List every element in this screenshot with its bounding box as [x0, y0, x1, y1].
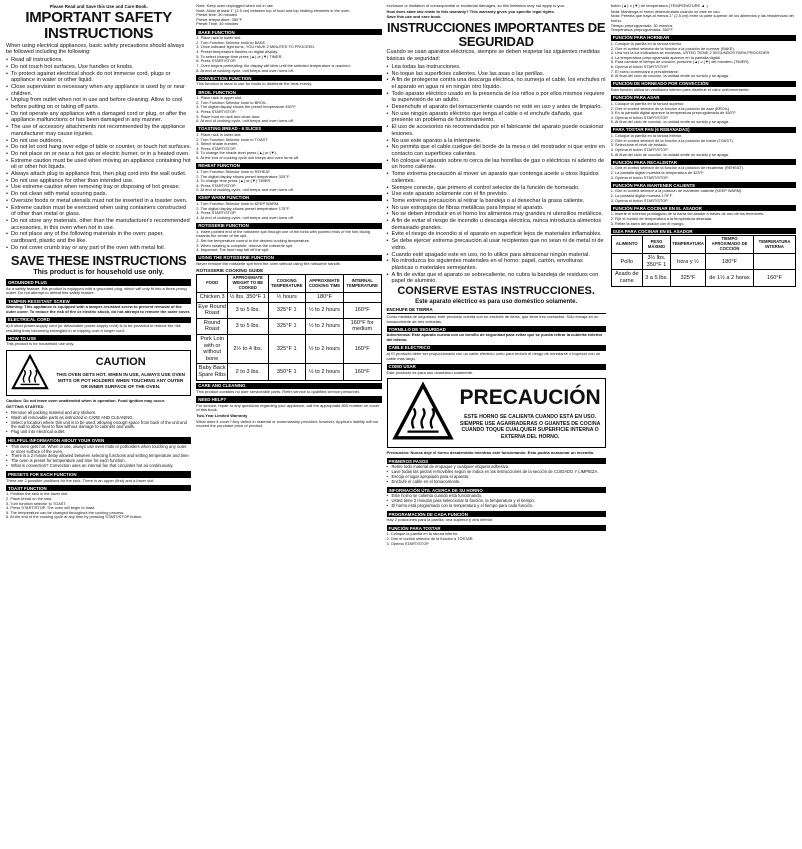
hornear-step: 1. Coloque la parrilla en la ranura inferior.	[610, 40, 683, 46]
reheat-heading: REHEAT FUNCTION	[196, 163, 381, 169]
mantener-step: 1. Gire el control selector a la posición de mantener caliente (KEEP WARM).	[610, 188, 743, 194]
spanish-safety-item: • Se debe ejercer extrema precaución al usar recipientes que no sean ni de metal ni de vidrio.	[387, 238, 606, 251]
primeros-item: • Enchufe el cable en el tomacorriente.	[387, 480, 606, 485]
note-item: Preset Time: 30 minutes	[196, 21, 239, 27]
table-row	[197, 292, 381, 302]
broil-steps	[196, 96, 381, 124]
asador-step: 1. Inserte el extremo puntiagudo de la barra del asador a través de uno de los tenedores.	[610, 211, 765, 217]
using-rotisserie-heading: USING THE ROTISSERIE FUNCTION	[196, 255, 381, 261]
safety-list	[6, 57, 191, 251]
tostar-pan-steps	[611, 134, 796, 157]
table-cell: 160°F	[754, 270, 796, 286]
table-cell	[343, 292, 381, 302]
cord-text: a) A short power-supply cord (or detachable power-supply cord) is to be provided to reduce the risk resulting from becoming entangled in or tripping over a longer cord.	[6, 322, 181, 333]
note-item-es: Tiempo preprogramado: 30 minutos	[610, 22, 673, 28]
spanish-safety-item: • Cuando esté apagado este en uso, no lo utilice para almacenar ningún material.	[387, 252, 606, 259]
recalentar-heading: FUNCIÓN PARA RECALENTAR	[611, 159, 796, 165]
table-cell: 325°F 1	[268, 302, 305, 318]
reheat-step: 5. At end of cooking cycle, unit beeps and oven turns off.	[196, 187, 294, 193]
rotisserie-step: 3. When roasting is complete, remove the rotisserie spit.	[196, 242, 294, 248]
spanish-safety-item: • No introduzca los siguientes materiales en el horno: papel, cartón, envolturas plásticas o materiales semejantes.	[387, 258, 606, 271]
hornear-step: 6. Oprima el botón START/STOP.	[610, 64, 669, 69]
table-cell: Pork Loin with or without bone	[197, 334, 228, 363]
table-cell: ½ hours	[268, 292, 305, 302]
presets-heading: PRESETS FOR EACH FUNCTION	[6, 471, 191, 477]
spanish-safety-item: • El uso de accesorios no recomendados por el fabricante del aparato puede ocasionar lesiones.	[387, 124, 606, 137]
toast-step: 6. At the end of the cooking cycle at any time by pressing START/STOP button.	[6, 514, 143, 520]
conserve-subtitle: Este aparato eléctrico es para uso doméstico solamente.	[415, 298, 578, 305]
recalentar-step: 1. Gire el control selector de la función a la posición de recalentar (REHEAT).	[610, 165, 744, 171]
table-header: APPROXIMATE COOKING TIME	[306, 275, 344, 293]
note-item-es: Nota: Mantenga el horno desenchufado cuando no esté en uso.	[610, 8, 721, 14]
tamper-text: Warning: This appliance is equipped with a tamper-resistant screw to prevent removal of the outer cover. To reduce the risk of fire or electric shock, do not attempt to remove the outer cover.	[6, 304, 191, 314]
bake-step: 6. Press START/STOP.	[196, 58, 237, 64]
how-heading: HOW TO USE	[6, 335, 191, 341]
convection-heading: CONVECTION FUNCTION	[196, 75, 381, 81]
care-text: This product contains no user serviceable parts. Refer service to qualified service personnel.	[196, 388, 360, 394]
table-cell: ½ to 2 hours	[306, 334, 344, 363]
hornear-step: 5. Para cambiar el tiempo de cocción, presione (▲) o (▼) del minutero (TIMER).	[610, 59, 750, 65]
table-cell: 325°F 1	[268, 318, 305, 334]
table-cell: 2 to 3 lbs.	[228, 364, 268, 380]
warranty-text: What does it cover? Any defect in material or workmanship provided; however, Applica's liability will not exceed the purchase price of product.	[196, 418, 379, 429]
caution-title: CAUTION	[95, 356, 146, 369]
spanish-safety-item: • No permita que el cable cuelgue del borde de la mesa o del mostrador ni que entre en contacto con superficies calientes.	[387, 144, 606, 157]
cord-heading: ELECTRICAL CORD	[6, 317, 191, 323]
asar-step: 2. Gire el control selector de la función a la posición de asar (BROIL).	[610, 105, 731, 111]
table-header: PESO MÁXIMO	[642, 236, 670, 254]
caution-box	[6, 350, 191, 396]
need-help-text: For service, repair or any questions regarding your appliance, call the appropriate 800 number on cover of this book.	[196, 402, 380, 413]
getting-started-item: • Plug unit into electrical outlet.	[6, 430, 191, 435]
toast-step: 2. Place bread on the rack.	[6, 496, 53, 502]
table-cell: 160°F	[343, 364, 381, 380]
broil-step: 5. Place food on rack and close door.	[196, 113, 261, 119]
safety-item: • Do not use outdoors.	[6, 138, 191, 145]
toasting-steps	[196, 133, 381, 161]
using-rotisserie-text: Never remove the rotisserie spit from the oven without using the rotisserie handle.	[196, 260, 342, 266]
table-cell: ½ to 2 hours	[306, 364, 344, 380]
table-cell: 180°F	[705, 254, 753, 270]
getting-started-item: • Wash all removable parts as instructed in CARE AND CLEANING.	[6, 416, 191, 421]
guia-heading: GUÍA PARA COCINAR EN EL ASADOR	[611, 228, 796, 234]
care-heading: CARE AND CLEANING	[196, 383, 381, 389]
how-text: This product is for household use only.	[6, 341, 75, 347]
spanish-safety-item: • Use este aparato solamente con el fin previsto.	[387, 191, 606, 198]
spanish-safety-item: • No use estropajos de fibras metálicas para limpiar el aparato.	[387, 205, 606, 212]
safety-item: • Extreme caution must be used when moving an appliance containing hot oil or other hot liquids.	[6, 158, 191, 171]
toasting-heading: TOASTING BREAD - 6 SLICES	[196, 126, 381, 132]
spanish-safety-title: INSTRUCCIONES IMPORTANTES DE SEGURIDAD	[387, 20, 606, 49]
getting-started-list	[6, 411, 191, 436]
helpful-heading: HELPFUL INFORMATION ABOUT YOUR OVEN	[6, 437, 191, 443]
rotisserie-step: 1. Insert pointed end of the rotisserie spit through one of the forks with pointed ends of the fork facing towards the center of the spit.	[196, 228, 370, 239]
caution-message: THIS OVEN GETS HOT. WHEN IN USE, ALWAYS USE OVEN MITTS OR POT HOLDERS WHEN TOUCHING ANY OUTER OR INNER SURFACE OF THE OVEN.	[56, 372, 185, 390]
table-cell: 160°F	[343, 334, 381, 363]
conveccion-text: Esta función utiliza un ventilador interno para distribuir el calor uniformemente.	[610, 87, 750, 93]
info-list	[387, 494, 606, 509]
asador-step: 2. Fije el control de temperatura a la temperatura deseada.	[610, 216, 713, 222]
safety-item: • Do not cover crumb tray or any part of the oven with metal foil.	[6, 245, 191, 252]
table-header: COOKING TEMPERATURE	[268, 275, 305, 293]
spanish-safety-item: • A fin de evitar el riesgo de incendio u descarga eléctrica, nunca introduzca alimentos demasiado grandes.	[387, 218, 606, 231]
spanish-safety-item: • Evite el riesgo de incendio si el aparato en superficie lejos de materiales inflamables.	[387, 231, 606, 238]
hot-surface-warning-icon	[11, 354, 49, 392]
reheat-steps	[196, 170, 381, 193]
hornear-step: 2. Gire el control selector de la función a la posición de hornear (BAKE).	[610, 45, 735, 51]
primeros-heading: PRIMEROS PASOS	[387, 458, 606, 464]
hornear-step: 8. Al final del ciclo de cocción, la unidad emite un sonido y se apaga.	[610, 73, 730, 79]
toasting-step: 2. Turn Function Selector knob to TOAST.	[196, 136, 269, 142]
primeros-item: • Escoja el lugar apropiado para el aparato.	[387, 475, 606, 480]
table-row	[197, 364, 381, 380]
safety-item: • Do not place any of the following materials in the oven: paper, cardboard, plastic and the like.	[6, 231, 191, 244]
warranty-heading: Two-Year Limited Warranty	[196, 413, 248, 419]
table-row	[611, 270, 795, 286]
precaucion-title: PRECAUCIÓN	[459, 386, 601, 410]
asar-step: 1. Coloque la parrilla en la ranura superior.	[610, 100, 685, 106]
spanish-safety-item: • Desenchufe el aparato del tomacorriente cuando no esté en uso y antes de limpiarlo.	[387, 104, 606, 111]
column-english-1	[6, 4, 191, 845]
getting-started-item: • Remove all packing material and any stickers.	[6, 411, 191, 416]
table-cell: Baby Back Spare Ribs	[197, 364, 228, 380]
bake-steps	[196, 36, 381, 73]
state-law: How does state law relate to this warranty? This warranty gives you specific legal rights.	[386, 8, 555, 14]
bake-heading: BAKE FUNCTION	[196, 29, 381, 35]
toasting-step: 1. Place rack in lower slot.	[196, 132, 242, 138]
table-cell: 160°F	[343, 302, 381, 318]
save-title: SAVE THESE INSTRUCTIONS	[10, 253, 187, 269]
precaucion-box	[387, 378, 606, 448]
toast-step: 4. Press START/STOP. The oven will begin to toast.	[6, 505, 96, 511]
helpful-item: • The oven is preset for temperature and time for each function.	[6, 459, 191, 464]
toasting-step: 4. Press START/STOP.	[196, 145, 237, 151]
rotisserie-step: 4. Important: The food may fall off the spit.	[196, 247, 270, 253]
safety-item: • Do not touch hot surfaces. Use handles or knobs.	[6, 64, 191, 71]
mantener-heading: FUNCIÓN PARA MANTENER CALIENTE	[611, 182, 796, 188]
spanish-safety-item: • Lea todas las instrucciones.	[387, 64, 606, 71]
precaucion-body: Precaución: Nunca deje el horno desatendido mientras esté funcionando. Esto podría ocasionar un incendio.	[386, 450, 595, 456]
hornear-heading: FUNCIÓN PARA HORNEAR	[611, 35, 796, 41]
table-header: INTERNAL TEMPERATURE	[343, 275, 381, 293]
hornear-step: 7. El horno comenzará a precalentarse.	[610, 68, 679, 74]
helpful-item: • This oven gets hot. When in use, always use oven mitts or potholders when touching any outer or inner surface of the oven.	[6, 445, 191, 455]
safety-item: • Use extreme caution when removing tray or disposing of hot grease.	[6, 184, 191, 191]
asador-step: 3. Retire la barra del asador con el mango.	[610, 220, 685, 226]
func-text: Hay 2 posiciones para la parrilla: una superior y otra inferior.	[386, 517, 494, 523]
spanish-safety-item: • Todo aparato eléctrico usado en la presencia de los niños o por ellos mismos requiere la supervisión de un adulto.	[387, 91, 606, 104]
table-cell: ½ to 2 hours	[306, 318, 344, 334]
table-cell: Asado de carne	[611, 270, 642, 286]
mantener-step: 2. La pantalla digital muestra 175°F.	[610, 193, 673, 199]
hornear-step: 4. La temperatura preprogramada aparece en la pantalla digital.	[610, 54, 721, 60]
note-item-es: Nota: Permita que haya al menos 1" (2.5 cm) entre la parte superior de los alimentos y las resistencias del horno.	[610, 13, 794, 23]
cable-text: a) El producto debe ser proporcionado con un cable eléctrico corto para reducir el riesgo de enredarse o tropezar con un cable más largo.	[386, 351, 601, 361]
helpful-list	[6, 445, 191, 470]
table-header: FOOD	[197, 275, 228, 293]
toasting-step: 3. Select shade number.	[196, 141, 239, 147]
table-header: TEMPERATURA	[671, 236, 706, 254]
note-item: Note: Keep oven unplugged when not in use.	[196, 3, 274, 8]
column-english-2	[196, 4, 381, 845]
tostar-pan-step: 4. Oprima el botón START/STOP.	[610, 146, 669, 152]
safety-item: • Do not use appliance for other than intended use.	[6, 178, 191, 185]
column-spanish-1	[387, 4, 606, 845]
caution-body: Caution: Do not leave oven unattended when in operation. Food ignition may occur.	[6, 398, 166, 404]
primeros-list	[387, 465, 606, 485]
table-cell: 325°F 1	[268, 334, 305, 363]
safety-title: IMPORTANT SAFETY INSTRUCTIONS	[25, 9, 172, 42]
table-cell: 2½ to 4 lbs.	[228, 334, 268, 363]
notes-list-es	[611, 10, 796, 33]
notes-list	[196, 4, 381, 27]
table-cell: 325°F	[671, 270, 706, 286]
tostar-pan-step: 1. Coloque la parrilla en la ranura inferior.	[610, 133, 683, 139]
toast-step: 3. Turn function selector to TOAST.	[6, 500, 67, 506]
table-cell: Chicken 3	[197, 292, 228, 302]
bake-step: 2. Turn Function Selector knob to BAKE.	[196, 39, 267, 45]
table-cell: ½ lbs. 350°F 1	[228, 292, 268, 302]
broil-heading: BROIL FUNCTION	[196, 89, 381, 95]
helpful-item: • There is a 2 minute delay allowed between selecting functions and setting temperature and time.	[6, 454, 191, 459]
keep-warm-step: 4. At end of cooking cycle, unit beeps and oven turns off.	[196, 214, 294, 220]
table-header: TIEMPO APROXIMADO DE COCCIÓN	[705, 236, 753, 254]
spanish-safety-item: • Tome extrema precaución al retirar la bandeja o al desechar la grasa caliente.	[387, 198, 606, 205]
toasting-step: 5. To change the shade level press (▲) or (▼).	[196, 150, 277, 156]
grounded-heading: GROUNDED PLUG	[6, 279, 191, 285]
safety-item: • Extreme caution must be exercised when using containers constructed of other than metal or glass.	[6, 205, 191, 218]
bake-step: 7. Oven begins preheating; the display will blink until the selected temperature is reached.	[196, 62, 351, 68]
table-header: TEMPERATURA INTERNA	[754, 236, 796, 254]
tamper-heading: TAMPER-RESISTANT SCREW	[6, 298, 191, 304]
helpful-item: • What is convection? Convection uses an internal fan that circulates hot air continuously.	[6, 464, 191, 469]
getting-started-heading: GETTING STARTED	[6, 403, 44, 409]
reheat-step: 1. Turn Function Selector knob to REHEAT.	[196, 168, 271, 174]
getting-started-item: • Select a location where this unit is to be used, allowing enough space from back of the unit and the wall to allow heat to flow without damage to cabinets and walls.	[6, 421, 191, 431]
bake-step: 4. Preset temperature flashes on digital display.	[196, 49, 278, 55]
table-cell: 3 to 5 lbs.	[228, 302, 268, 318]
table-cell: Pollo	[611, 254, 642, 270]
toast-step: 1. Position the rack in the lower slot.	[6, 491, 69, 497]
safety-item: • Close supervision is necessary when any appliance is used by or near children.	[6, 84, 191, 97]
recalentar-steps	[611, 166, 796, 180]
keep-warm-step: 3. Press START/STOP.	[196, 210, 237, 216]
spanish-safety-item: • No use ningún aparato eléctrico que tenga el cable o el enchufe dañado, que presente un problema de funcionamiento.	[387, 111, 606, 124]
tostar-heading: FUNCIÓN PARA TOSTAR	[387, 525, 606, 531]
precaucion-message: ESTE HORNO SE CALIENTA CUANDO ESTÁ EN USO. SIEMPRE USE AGARRADERAS O GUANTES DE COCINA CUANDO TOQUE CUALQUIER SUPERFICIE INTERNA O EXTERNA DEL HORNO.	[459, 413, 601, 441]
asar-heading: FUNCIÓN PARA ASAR	[611, 95, 796, 101]
safety-item: • Unplug from outlet when not in use and before cleaning. Allow to cool before putting on or taking off parts.	[6, 97, 191, 110]
bake-step: 8. At end of cooking cycle, unit beeps and oven turns off.	[196, 67, 294, 73]
rotisserie-steps	[196, 230, 381, 253]
recalentar-step: 3. Oprima el botón START/STOP.	[610, 174, 669, 180]
bake-step: 5. To select change time press (▲) or (▼) TIMER.	[196, 53, 283, 59]
table-cell: de 1½ a 2 horas	[705, 270, 753, 286]
cable-heading: CABLE ELÉCTRICO	[387, 345, 606, 351]
spanish-safety-item: • No se deben introducir en el horno los alimentos muy grandes ni utensilios metálicos.	[387, 211, 606, 218]
spanish-safety-item: • Tome extrema precaución al mover un aparato que contenga aceite u otros líquidos calientes.	[387, 171, 606, 184]
table-cell: 3½ lbs. 350°F 1	[642, 254, 670, 270]
warranty-intro: exclusion or limitation of consequential or incidental damages, so this limitation may not apply to you.	[386, 3, 566, 8]
table-cell	[754, 254, 796, 270]
asador-steps	[611, 212, 796, 226]
spanish-safety-list	[387, 64, 606, 285]
reheat-step: 2. The digital display shows preset temperature 325°F.	[196, 173, 290, 179]
hot-surface-warning-icon	[392, 382, 454, 444]
mantener-step: 3. Oprima el botón START/STOP.	[610, 197, 669, 203]
tostar-pan-step: 3. Seleccione el nivel de tostado.	[610, 142, 668, 148]
func-heading: PROGRAMACIÓN DE CADA FUNCIÓN	[387, 511, 606, 517]
hornear-steps	[611, 42, 796, 79]
info-item: • Usted tiene 2 minutos para seleccionar la función, la temperatura y el tiempo.	[387, 499, 606, 504]
reheat-step: 4. Press START/STOP.	[196, 182, 237, 188]
tostar-step: 3. Oprima START/STOP.	[386, 540, 430, 546]
toast-heading: TOAST FUNCTION	[6, 485, 191, 491]
como-usar-heading: COMO USAR	[387, 364, 606, 370]
recalentar-step: 2. La pantalla digital muestra la temperatura de 325°F.	[610, 170, 705, 175]
safety-item: • The use of accessory attachments not recommended by the appliance manufacturer may cause injuries.	[6, 124, 191, 137]
broil-step: 4. Press START/STOP.	[196, 109, 237, 115]
table-cell: Round Roast	[197, 318, 228, 334]
note-item: Preset temperature: 350°F	[196, 16, 243, 22]
info-item: • El horno está programado con la temperatura y el tiempo para cada función.	[387, 504, 606, 509]
table-row	[197, 318, 381, 334]
keep-warm-step: 2. The digital display shows preset temperature 175°F.	[196, 205, 290, 211]
asador-heading: FUNCIÓN PARA COCINAR EN EL ASADOR	[611, 205, 796, 211]
tornillo-heading: TORNILLO DE SEGURIDAD	[387, 326, 606, 332]
safety-item: • Do not place on or near a hot gas or electric burner, or in a heated oven.	[6, 151, 191, 158]
toasting-step: 6. At the end of cooking cycle unit beeps and oven turns off.	[196, 155, 300, 161]
keep-warm-steps	[196, 202, 381, 220]
primeros-item: • Retire todo material de empaque y cualquier etiqueta adhesiva.	[387, 465, 606, 470]
reheat-step: 3. To change time press (▲) or (▼) TIMER.	[196, 178, 272, 184]
rotisserie-step: 2. Set the temperature control to the desired cooking temperature.	[196, 237, 311, 243]
como-usar-text: Este producto es para uso doméstico solamente.	[386, 369, 474, 375]
top-note: Please Read and Save this Use and Care Book.	[49, 4, 148, 9]
bake-step: 1. Place rack in lower slot.	[196, 35, 242, 41]
spanish-safety-item: • No coloque el aparato sobre ni cerca de las hornillas de gas o eléctricas ni adentro de un horno caliente.	[387, 158, 606, 171]
keep-warm-step: 1. Turn Function Selector knob to KEEP WARM.	[196, 201, 280, 207]
table-cell: 180°F	[306, 292, 344, 302]
rotisserie-table	[196, 274, 381, 380]
enchufe-heading: ENCHUFE DE TIERRA	[387, 307, 606, 314]
need-help-heading: NEED HELP?	[196, 396, 381, 402]
table-cell: 160°F for medium	[343, 318, 381, 334]
safety-item: • Do not clean with metal scouring pads.	[6, 191, 191, 198]
rotisserie-guide-title: ROTISSERIE COOKING GUIDE	[196, 267, 264, 273]
save-subtitle: This product is for household use only.	[33, 269, 164, 277]
safety-item: • Always attach plug to appliance first, then plug cord into the wall outlet.	[6, 171, 191, 178]
table-cell: 3 a 5 lbs.	[642, 270, 670, 286]
tostar-step: 1. Coloque la parrilla en la ranura inferior.	[386, 531, 458, 537]
toast-step: 5. The temperature can be changed throughout the cooking process.	[6, 509, 125, 515]
safety-item: • Do not store any materials, other than the manufacturer's recommended accessories, in this oven when not in use.	[6, 218, 191, 231]
note-item: Note: Allow at least 1" (2.5 cm) between top of food and top heating elements in the oven.	[196, 7, 351, 13]
broil-step: 2. Turn Function Selector knob to BROIL.	[196, 99, 268, 105]
tostar-steps	[387, 532, 606, 546]
info-heading: INFORMACIÓN ÚTIL ACERCA DE SU HORNO	[387, 487, 606, 493]
tostar-pan-step: 5. Al final del ciclo de cocción, la unidad emite un sonido y se apaga.	[610, 151, 730, 157]
conveccion-heading: FUNCIÓN DE HORNEADO POR CONVECCIÓN	[611, 81, 796, 87]
broil-step: 3. The digital display shows the preset temperature 450°F.	[196, 104, 297, 110]
presets-text: There are 2 possible positions for the rack. There is an upper (first) and a lower slot.	[6, 477, 155, 483]
safety-intro: When using electrical appliances, basic safety precautions should always be followed including the following:	[6, 42, 185, 56]
safety-item: • Read all instructions.	[6, 57, 191, 64]
spanish-intro: Cuando se usan aparatos eléctricos, siempre se deben respetar las siguientes medidas básicas de seguridad:	[386, 49, 600, 63]
rotisserie-heading: ROTISSERIE FUNCTION	[196, 223, 381, 229]
conserve-title: CONSERVE ESTAS INSTRUCCIONES.	[397, 285, 595, 298]
table-cell: hora y ½	[671, 254, 706, 270]
table-row	[197, 334, 381, 363]
note-item: Preset time: 30 minutes	[196, 12, 238, 18]
table-row	[611, 254, 795, 270]
safety-item: • Oversize foods or metal utensils must not be inserted in a toaster oven.	[6, 198, 191, 205]
broil-step: 1. Place rack in upper slot.	[196, 95, 243, 101]
enchufe-text: Como medida de seguridad, este producto cuenta con un enchufe de tierra, que tiene tres contactos. Sólo encaja en un tomacorriente de tres entradas.	[386, 313, 599, 324]
spanish-safety-item: • No toque las superficies calientes. Use las asas o las perillas.	[387, 71, 606, 78]
primeros-item: • Lave todas las piezas removibles según se indica en las instrucciones de la sección de CUIDADO Y LIMPIEZA.	[387, 470, 606, 475]
tornillo-text: Advertencia: Este aparato cuenta con un tornillo de seguridad para evitar que se pueda retirar la cubierta exterior del mismo.	[386, 332, 603, 343]
spanish-safety-item: • A fin de evitar que el aparato se sobrecaliente, no cubra la bandeja de residuos con papel de aluminio.	[387, 272, 606, 285]
bake-step: 3. Once indicator light turns, YOU HAVE 2 MINUTES TO PROCEED.	[196, 44, 316, 50]
asar-steps	[611, 102, 796, 125]
col4-intro: botón (▲) o (▼) de temperatura (TEMPERATURE ▲ ).	[610, 3, 709, 8]
rotisserie-table-es	[611, 235, 796, 286]
grounded-text: As a safety feature, this product is equipped with a grounded plug, which will only fit into a three-prong outlet. Do not attempt to defeat this safety feature.	[6, 285, 187, 296]
table-header: APPROXIMATE WEIGHT TO BE COOKED	[228, 275, 268, 293]
table-cell: ½ to 2 hours	[306, 302, 344, 318]
asar-step: 3. En la pantalla digital aparece la temperatura preprogramada de 450°F.	[610, 110, 737, 116]
save-book-note: Save this use and care book.	[386, 14, 442, 20]
tostar-pan-heading: PARA TOSTAR PAN (6 REBANADAS)	[611, 127, 796, 133]
note-item-es: Temperatura preprogramada: 350°F	[610, 27, 673, 33]
safety-item: • Do not operate any appliance with a damaged cord or plug, or after the appliance malfunctions or has been damaged in any manner.	[6, 111, 191, 124]
table-row	[197, 302, 381, 318]
tostar-pan-step: 2. Gire el control selector de la función a la posición de tostar (TOAST).	[610, 137, 734, 143]
table-cell: 3 to 5 lbs.	[228, 318, 268, 334]
keep-warm-heading: KEEP WARM FUNCTION	[196, 195, 381, 201]
asar-step: 5. Al final del ciclo de cocción, la unidad emite un sonido y se apaga.	[610, 119, 730, 125]
column-spanish-2	[611, 4, 796, 845]
spanish-safety-item: • A fin de protegerse contra una descarga eléctrica, no sumerja el cable, los enchufes ni el aparato en agua ni en ningún otro líquido.	[387, 77, 606, 90]
safety-item: • To protect against electrical shock do not immerse cord, plugs or appliance in water or other liquid.	[6, 71, 191, 84]
spanish-safety-item: • No use este aparato a la intemperie.	[387, 138, 606, 145]
mantener-steps	[611, 189, 796, 203]
table-header: ALIMENTO	[611, 236, 642, 254]
safety-item: • Do not let cord hang over edge of table or counter, or touch hot surfaces.	[6, 144, 191, 151]
asar-step: 4. Oprima el botón START/STOP.	[610, 114, 669, 120]
spanish-safety-item: • Siempre conecte, que primero el control selector de la función de horneado.	[387, 185, 606, 192]
info-item: • Este horno se calienta cuando está funcionando.	[387, 494, 606, 499]
toast-steps	[6, 492, 191, 520]
tostar-step: 2. Gire el control selector de la función a TOSTAR.	[386, 535, 474, 541]
convection-text: This function is ideal to use for foods to distribute the heat evenly.	[196, 81, 313, 87]
hornear-step: 3. Una vez la luz indicadora se encienda, USTED TIENE 2 SEGUNDOS PARA PROCEDER.	[610, 50, 771, 56]
broil-step: 6. At end of cooking cycle, unit beeps and oven turns off.	[196, 118, 294, 124]
table-cell: 350°F 1	[268, 364, 305, 380]
table-cell: Eye Round Roast	[197, 302, 228, 318]
